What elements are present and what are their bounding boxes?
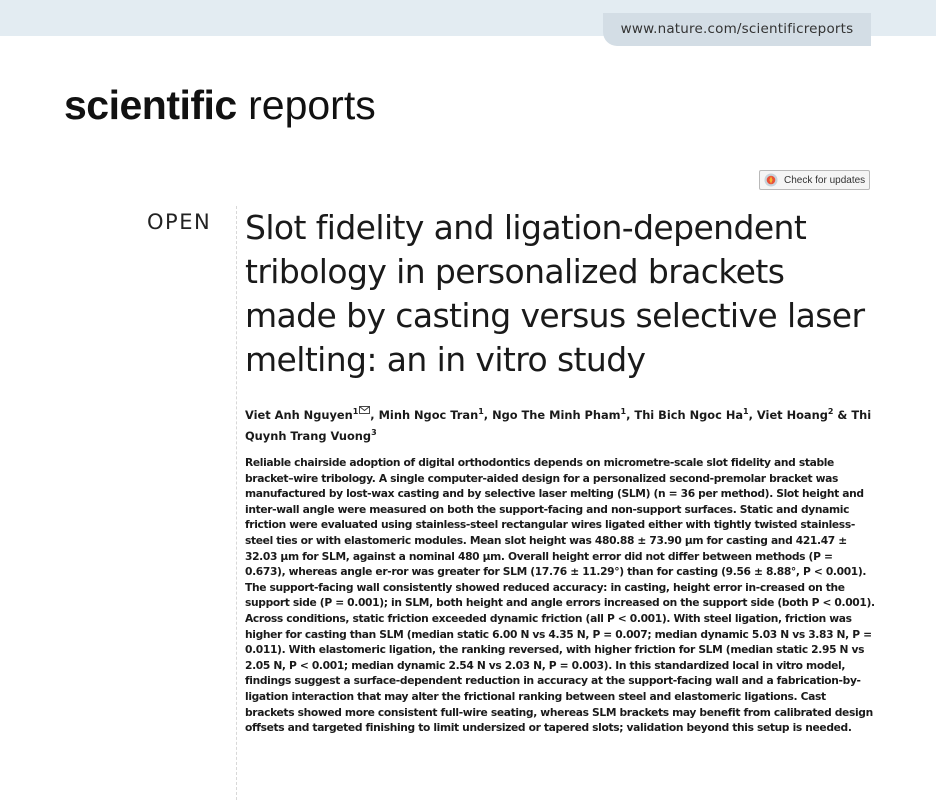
author-affiliation: 1: [620, 407, 627, 416]
margin-divider: [236, 206, 237, 800]
logo-light-text: reports: [236, 82, 376, 128]
author-name[interactable]: Viet Anh Nguyen: [245, 407, 353, 422]
check-for-updates-button[interactable]: [759, 170, 870, 190]
crossmark-icon: [764, 173, 778, 187]
journal-url[interactable]: www.nature.com/scientificreports: [620, 21, 854, 37]
mail-icon[interactable]: [359, 406, 370, 414]
author-name[interactable]: Thi Quynh Trang Vuong: [245, 407, 872, 443]
journal-logo[interactable]: [64, 80, 376, 130]
abstract-text: Reliable chairside adoption of digital orthodontics depends on micrometre-scale slot fidelity and stable bracket–wire tribology. A single computer-aided design for a personalized second-premolar bracket was manufactured by lost-wax casting and by selective laser melting (SLM) (n = 36 per method). Slot height and inter-wall angle were measured on both the support-facing and non-support surfaces. Static and dynamic friction were evaluated using stainless-steel rectangular wires ligated either with tightly twisted stainless-steel ties or with elastomeric modules. Mean slot height was 480.88 ± 73.90 µm for casting and 421.47 ± 32.03 µm for SLM, against a nominal 480 µm. Overall height error did not differ between methods (P = 0.673), whereas angle er-ror was greater for SLM (17.76 ± 11.29°) than for casting (9.56 ± 8.88°, P < 0.001). The support-facing wall consistently showed reduced accuracy: in casting, height error in-creased on the support side (P = 0.001); in SLM, both height and angle errors increased on the support side (both P < 0.001). Across conditions, static friction exceeded dynamic friction (all P < 0.001). With steel ligation, friction was higher for casting than SLM (median static 6.00 N vs 4.35 N, P = 0.007; median dynamic 5.03 N vs 3.83 N, P = 0.011). With elastomeric ligation, the ranking reversed, with higher friction for SLM (median static 2.95 N vs 2.05 N, P < 0.001; median dynamic 2.54 N vs 2.03 N, P = 0.003). In this standardized local in vitro model, findings suggest a surface-dependent reduction in accuracy at the support-facing wall and a fabrication-by-ligation interaction that may alter the frictional ranking between steel and elastomeric ligations. Cast brackets showed more consistent full-wire seating, whereas SLM brackets may benefit from calibrated design offsets and targeted finishing to limit undersized or tapered slots; validation beyond this setup is needed.: [245, 456, 875, 735]
author-affiliation: 2: [827, 407, 834, 416]
author-affiliation: 3: [371, 427, 377, 437]
author-affiliation: 1: [478, 407, 484, 416]
journal-url-tab[interactable]: [603, 13, 871, 46]
author-affiliation: 1: [743, 407, 749, 416]
author-name[interactable]: Viet Hoang: [756, 407, 828, 422]
author-name[interactable]: Ngo The Minh Pham: [492, 407, 621, 422]
author-name[interactable]: Thi Bich Ngoc Ha: [634, 407, 744, 422]
author-list: Viet Anh Nguyen$^1$ , Minh Ngoc Tran$^1$, Ngo The Minh Pham$^1$, Thi Bich Ngoc Ha$^1$, Viet Hoang$^2$ & Thi Quynh Trang Vuong$^3$: [245, 407, 872, 443]
author-affiliation: 1: [352, 407, 359, 416]
article-title: Slot fidelity and ligation-dependent tribology in personalized brackets made by casting versus selective laser melting: an in vitro study: [245, 208, 865, 379]
logo-bold-text: scientific: [64, 82, 237, 128]
author-name[interactable]: Minh Ngoc Tran: [378, 407, 479, 422]
open-access-label: OPEN: [147, 210, 212, 234]
check-for-updates-label: Check for updates: [784, 174, 866, 186]
